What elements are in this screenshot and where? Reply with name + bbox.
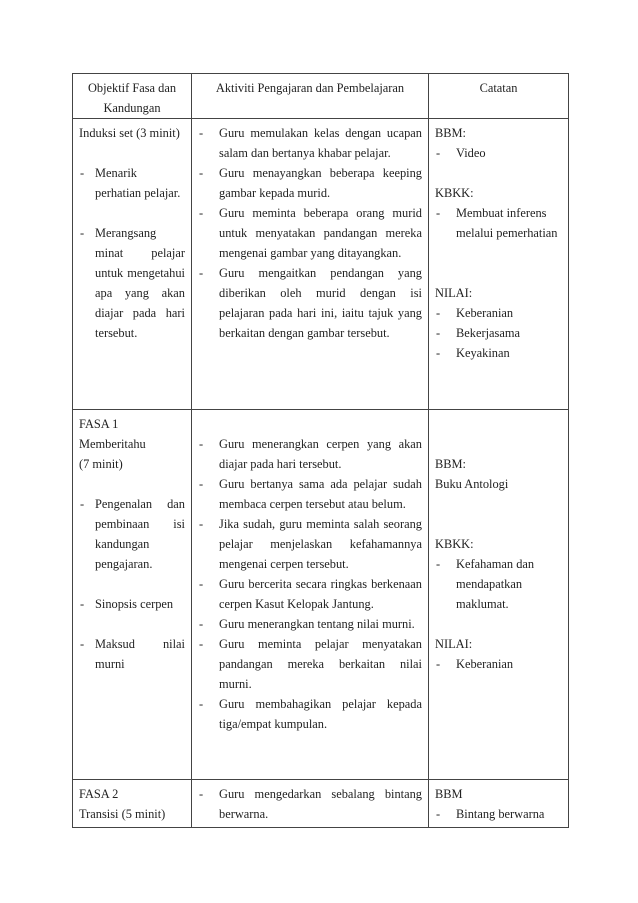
bbm-label: BBM:: [435, 126, 466, 140]
activity-item: - Guru menerangkan cerpen yang akan diajar pada hari tersebut.: [198, 434, 422, 474]
nilai-label: NILAI:: [435, 637, 473, 651]
activities-cell: [192, 410, 429, 780]
phase-duration: (7 minit): [79, 457, 123, 471]
kbkk-label: KBKK:: [435, 186, 474, 200]
nilai-label: NILAI:: [435, 286, 473, 300]
phase-subtitle: Transisi (5 minit): [79, 807, 166, 821]
activity-list: [198, 434, 422, 734]
header-objective: Objektif Fasa dan Kandungan: [73, 74, 192, 119]
activity-item: - Guru bercerita secara ringkas berkenaan cerpen Kasut Kelopak Jantung.: [198, 574, 422, 614]
table-header-row: [73, 74, 569, 119]
kbkk-list: [435, 554, 562, 614]
table-row-fasa2: [73, 780, 569, 828]
table-row-fasa1: [73, 410, 569, 780]
bbm-list: [435, 143, 562, 163]
activity-item: - Guru bertanya sama ada pelajar sudah membaca cerpen tersebut atau belum.: [198, 474, 422, 514]
phase-title: Induksi set (3 minit): [79, 126, 180, 140]
phase-title: FASA 2: [79, 787, 119, 801]
bbm-list: [435, 804, 562, 824]
objective-list: [79, 163, 185, 343]
activity-item: - Guru mengaitkan pendangan yang diberikan oleh murid dengan isi pelajaran pada hari ini, iaitu tajuk yang berkaitan dengan gambar tersebut.: [198, 263, 422, 343]
objective-cell: [73, 410, 192, 780]
activity-item: - Guru menerangkan tentang nilai murni.: [198, 614, 422, 634]
bbm-item: - Bintang berwarna: [435, 804, 562, 824]
header-notes: Catatan: [429, 74, 569, 119]
objective-item: - Maksud nilai murni: [79, 634, 185, 674]
activity-item: - Guru meminta pelajar menyatakan pandangan mereka berkaitan nilai murni.: [198, 634, 422, 694]
activities-cell: [192, 119, 429, 410]
header-activities: Aktiviti Pengajaran dan Pembelajaran: [192, 74, 429, 119]
activity-list: [198, 784, 422, 824]
objective-item: - Menarik perhatian pelajar.: [79, 163, 185, 203]
nilai-list: [435, 654, 562, 674]
objective-item: - Pengenalan dan pembinaan isi kandungan pengajaran.: [79, 494, 185, 574]
phase-title: FASA 1: [79, 417, 119, 431]
notes-cell: [429, 410, 569, 780]
activity-item: - Guru membahagikan pelajar kepada tiga/empat kumpulan.: [198, 694, 422, 734]
bbm-label: BBM:: [435, 457, 466, 471]
phase-subtitle: Memberitahu: [79, 437, 146, 451]
activity-item: - Guru meminta beberapa orang murid untuk menyatakan pandangan mereka mengenai gambar yang ditayangkan.: [198, 203, 422, 263]
bbm-item: - Video: [435, 143, 562, 163]
activity-item: - Guru memulakan kelas dengan ucapan salam dan bertanya khabar pelajar.: [198, 123, 422, 163]
table-row-induksi: [73, 119, 569, 410]
nilai-item: - Bekerjasama: [435, 323, 562, 343]
bbm-label: BBM: [435, 787, 463, 801]
kbkk-label: KBKK:: [435, 537, 474, 551]
notes-cell: [429, 119, 569, 410]
kbkk-list: [435, 203, 562, 243]
objective-cell: [73, 119, 192, 410]
kbkk-item: - Kefahaman dan mendapatkan maklumat.: [435, 554, 562, 614]
objective-item: - Sinopsis cerpen: [79, 594, 185, 614]
bbm-text: Buku Antologi: [435, 477, 509, 491]
notes-cell: [429, 780, 569, 828]
activity-item: - Jika sudah, guru meminta salah seorang pelajar menjelaskan kefahamannya mengenai cerpen tersebut.: [198, 514, 422, 574]
objective-item: - Merangsang minat pelajar untuk mengetahui apa yang akan diajar pada hari tersebut.: [79, 223, 185, 343]
activity-item: - Guru mengedarkan sebalang bintang berwarna.: [198, 784, 422, 824]
objective-list: [79, 494, 185, 674]
activities-cell: [192, 780, 429, 828]
activity-item: - Guru menayangkan beberapa keeping gambar kepada murid.: [198, 163, 422, 203]
nilai-list: [435, 303, 562, 363]
nilai-item: - Keyakinan: [435, 343, 562, 363]
nilai-item: - Keberanian: [435, 303, 562, 323]
objective-cell: [73, 780, 192, 828]
activity-list: [198, 123, 422, 343]
lesson-plan-table: [72, 73, 569, 828]
nilai-item: - Keberanian: [435, 654, 562, 674]
kbkk-item: - Membuat inferens melalui pemerhatian: [435, 203, 562, 243]
